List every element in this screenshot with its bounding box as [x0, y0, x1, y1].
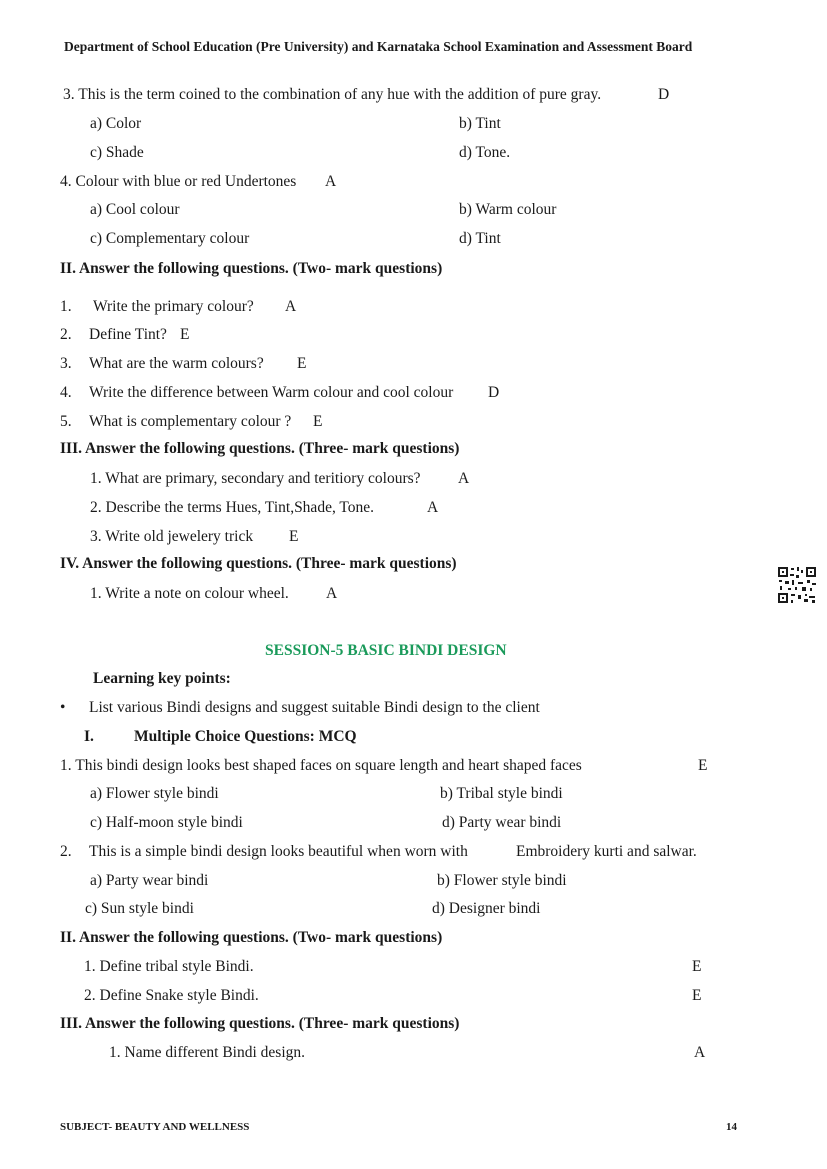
- session-section-2-q1-text: 1. Define tribal style Bindi.: [84, 958, 254, 975]
- section-2-q5-num: 5.: [60, 413, 72, 430]
- question-3-level: D: [658, 86, 670, 103]
- mcq-q1-text: 1. This bindi design looks best shaped faces on square length and heart shaped faces: [60, 757, 582, 774]
- mcq-q1-option-a: a) Flower style bindi: [90, 785, 219, 802]
- section-2-q1-text: Write the primary colour?: [93, 298, 254, 315]
- section-2-q2-text: Define Tint?: [89, 326, 167, 343]
- section-2-q2-num: 2.: [60, 326, 72, 343]
- mcq-q2-option-a: a) Party wear bindi: [90, 872, 209, 889]
- section-3-q1-text: 1. What are primary, secondary and teritiory colours?: [90, 470, 421, 487]
- section-2-q4-text: Write the difference between Warm colour and cool colour: [89, 384, 454, 401]
- question-4-option-b: b) Warm colour: [459, 201, 557, 218]
- section-2-q3-num: 3.: [60, 355, 72, 372]
- section-2-heading: II. Answer the following questions. (Two- mark questions): [60, 260, 443, 277]
- question-4-option-a: a) Cool colour: [90, 201, 180, 218]
- mcq-q2-option-b: b) Flower style bindi: [437, 872, 567, 889]
- mcq-q1-option-b: b) Tribal style bindi: [440, 785, 563, 802]
- session-section-3-q1-text: 1. Name different Bindi design.: [109, 1044, 306, 1061]
- mcq-q1-option-d: d) Party wear bindi: [442, 814, 562, 831]
- mcq-q2-option-d: d) Designer bindi: [432, 900, 541, 917]
- question-3-option-b: b) Tint: [459, 115, 501, 132]
- section-2-q1-num: 1.: [60, 298, 72, 315]
- mcq-section-number: I.: [84, 728, 94, 745]
- section-2-q3-text: What are the warm colours?: [89, 355, 264, 372]
- mcq-q2-option-c: c) Sun style bindi: [85, 900, 194, 917]
- mcq-q1-option-c: c) Half-moon style bindi: [90, 814, 243, 831]
- section-3-q3-level: E: [289, 528, 299, 545]
- session-section-3-q1-level: A: [694, 1044, 706, 1061]
- section-3-q2-text: 2. Describe the terms Hues, Tint,Shade, Tone.: [90, 499, 375, 516]
- session-section-2-q2-level: E: [692, 987, 702, 1004]
- footer-subject: SUBJECT- BEAUTY AND WELLNESS: [60, 1121, 250, 1133]
- section-3-heading: III. Answer the following questions. (Three- mark questions): [60, 440, 460, 457]
- bullet-icon: •: [60, 699, 66, 716]
- mcq-heading: Multiple Choice Questions: MCQ: [134, 728, 357, 745]
- question-4-level: A: [325, 173, 337, 190]
- learning-key-points-heading: Learning key points:: [93, 670, 231, 687]
- question-4-option-d: d) Tint: [459, 230, 501, 247]
- section-4-heading: IV. Answer the following questions. (Three- mark questions): [60, 555, 457, 572]
- qr-code: [777, 566, 817, 604]
- section-2-q4-num: 4.: [60, 384, 72, 401]
- mcq-q1-level: E: [698, 757, 708, 774]
- section-2-q4-level: D: [488, 384, 500, 401]
- section-4-q1-text: 1. Write a note on colour wheel.: [90, 585, 289, 602]
- session-section-2-q1-level: E: [692, 958, 702, 975]
- session-section-2-heading: II. Answer the following questions. (Two- mark questions): [60, 929, 443, 946]
- section-2-q1-level: A: [285, 298, 297, 315]
- section-2-q5-level: E: [313, 413, 323, 430]
- session-section-3-heading: III. Answer the following questions. (Three- mark questions): [60, 1015, 460, 1032]
- session-title: SESSION-5 BASIC BINDI DESIGN: [265, 642, 507, 659]
- footer-page-number: 14: [726, 1121, 737, 1133]
- mcq-q2-text: This is a simple bindi design looks beautiful when worn with: [89, 843, 468, 860]
- page-header-title: Department of School Education (Pre University) and Karnataka School Examination and Assessment Board: [64, 39, 693, 54]
- section-2-q2-level: E: [180, 326, 190, 343]
- question-3-text: 3. This is the term coined to the combination of any hue with the addition of pure gray.: [63, 86, 602, 103]
- question-4-text: 4. Colour with blue or red Undertones: [60, 173, 297, 190]
- mcq-q2-num: 2.: [60, 843, 72, 860]
- learning-point: List various Bindi designs and suggest suitable Bindi design to the client: [89, 699, 540, 716]
- section-2-q5-text: What is complementary colour ?: [89, 413, 292, 430]
- session-section-2-q2-text: 2. Define Snake style Bindi.: [84, 987, 259, 1004]
- section-3-q1-level: A: [458, 470, 470, 487]
- question-4-option-c: c) Complementary colour: [90, 230, 250, 247]
- question-3-option-d: d) Tone.: [459, 144, 511, 161]
- section-4-q1-level: A: [326, 585, 338, 602]
- mcq-q2-text-continued: Embroidery kurti and salwar.: [516, 843, 697, 860]
- section-2-q3-level: E: [297, 355, 307, 372]
- question-3-option-a: a) Color: [90, 115, 142, 132]
- question-3-option-c: c) Shade: [90, 144, 144, 161]
- section-3-q2-level: A: [427, 499, 439, 516]
- section-3-q3-text: 3. Write old jewelery trick: [90, 528, 254, 545]
